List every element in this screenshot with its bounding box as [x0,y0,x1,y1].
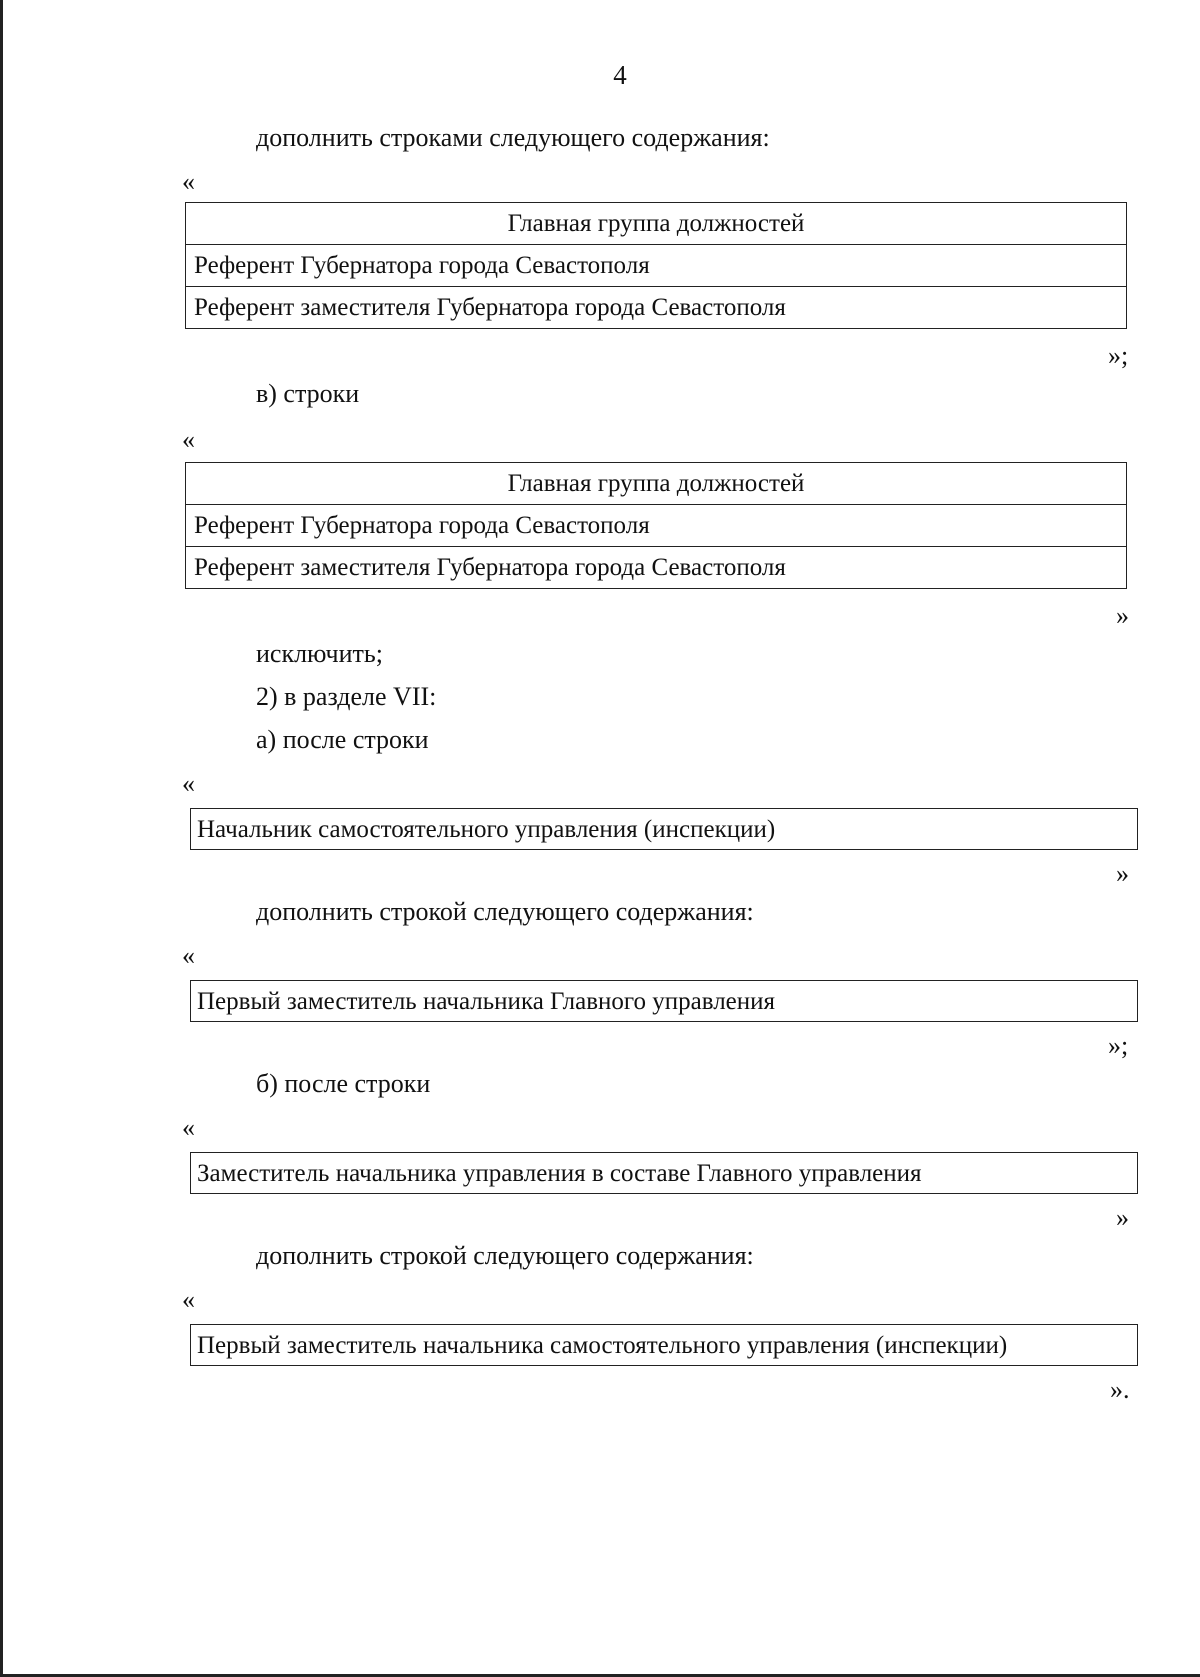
table-row [186,287,1127,329]
open-quote-3: « [182,769,195,798]
paragraph-add-rows: дополнить строками следующего содержания: [256,123,770,152]
close-quote-4: »; [1108,1031,1129,1060]
close-quote-1: »; [1108,341,1129,370]
paragraph-v-rows: в) строки [256,379,360,408]
paragraph-add-row-2: дополнить строкой следующего содержания: [256,1241,754,1270]
paragraph-a-after-row: а) после строки [256,725,429,754]
open-quote-4: « [182,941,195,970]
table-cell: Референт Губернатора города Севастополя [186,505,1127,547]
open-quote-1: « [182,167,195,196]
table-row [186,505,1127,547]
positions-table-1 [185,202,1127,329]
table-row [186,547,1127,589]
close-quote-5: » [1116,1203,1129,1232]
position-row-4: Первый заместитель начальника самостоятельного управления (инспекции) [190,1324,1138,1366]
table-cell: Референт заместителя Губернатора города Севастополя [186,287,1127,329]
position-row-2: Первый заместитель начальника Главного управления [190,980,1138,1022]
paragraph-exclude: исключить; [256,639,383,668]
table-row [186,245,1127,287]
table-row [186,203,1127,245]
close-quote-3: » [1116,859,1129,888]
close-quote-2: » [1116,601,1129,630]
table-cell: Референт заместителя Губернатора города Севастополя [186,547,1127,589]
paragraph-b-after-row: б) после строки [256,1069,431,1098]
open-quote-5: « [182,1113,195,1142]
table-row [186,463,1127,505]
position-row-1: Начальник самостоятельного управления (инспекции) [190,808,1138,850]
table-header-cell: Главная группа должностей [186,463,1127,505]
position-row-3: Заместитель начальника управления в составе Главного управления [190,1152,1138,1194]
table-cell: Референт Губернатора города Севастополя [186,245,1127,287]
table-header-cell: Главная группа должностей [186,203,1127,245]
open-quote-6: « [182,1285,195,1314]
open-quote-2: « [182,425,195,454]
positions-table-2 [185,462,1127,589]
close-quote-6: ». [1110,1375,1130,1404]
page-border-left [0,0,3,1677]
page-number: 4 [613,60,627,90]
paragraph-add-row-1: дополнить строкой следующего содержания: [256,897,754,926]
paragraph-section-vii: 2) в разделе VII: [256,682,437,711]
